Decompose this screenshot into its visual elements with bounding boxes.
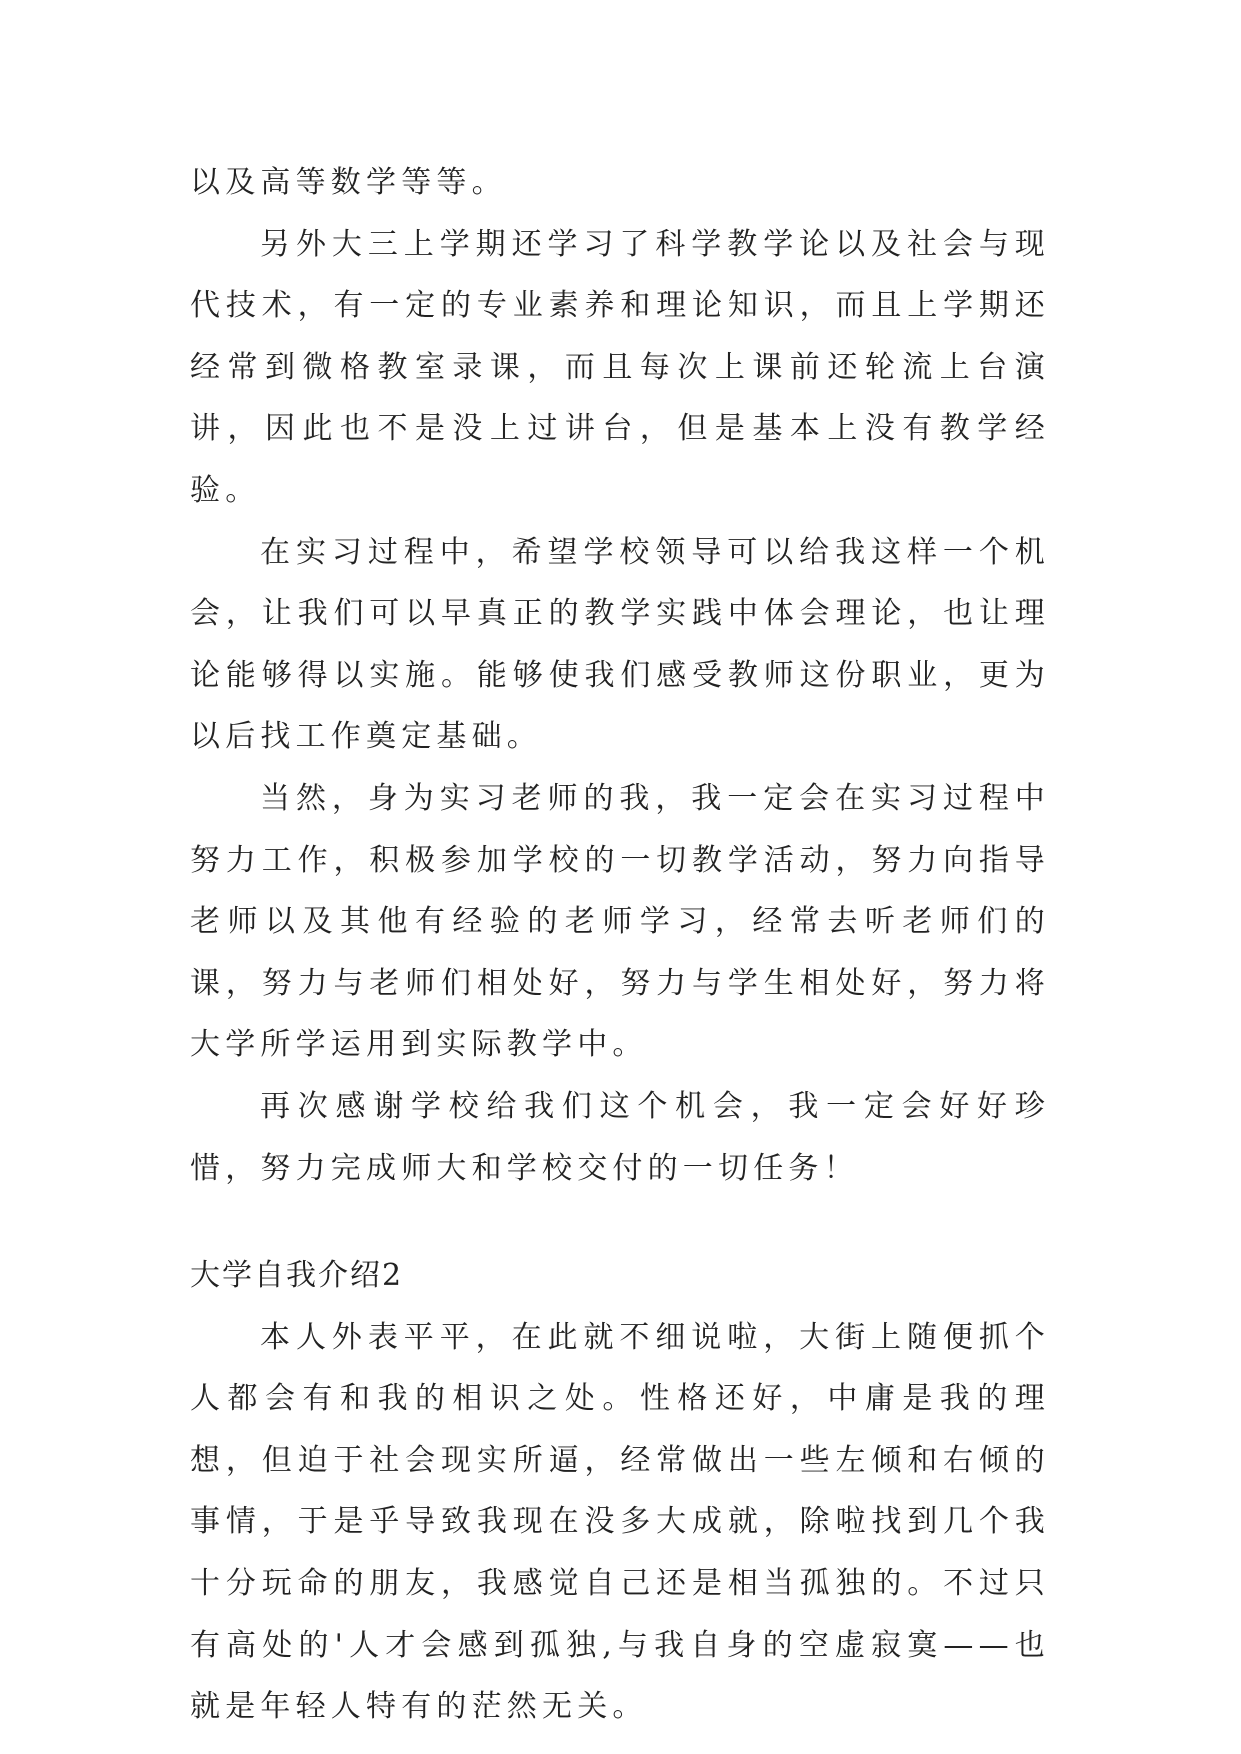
paragraph-internship-hope: 在实习过程中，希望学校领导可以给我这样一个机会，让我们可以早真正的教学实践中体会理论，也让理论能够得以实施。能够使我们感受教师这份职业，更为以后找工作奠定基础。 <box>190 534 1050 755</box>
document-body <box>190 152 1050 1738</box>
paragraph-thanks: 再次感谢学校给我们这个机会，我一定会好好珍惜，努力完成师大和学校交付的一切任务！ <box>190 1088 1050 1186</box>
paragraph-commitment: 当然，身为实习老师的我，我一定会在实习过程中努力工作，积极参加学校的一切教学活动，努力向指导老师以及其他有经验的老师学习，经常去听老师们的课，努力与老师们相处好，努力与学生相处好，努力将大学所学运用到实际教学中。 <box>190 780 1050 1063</box>
section-heading: 大学自我介绍2 <box>190 1258 404 1294</box>
paragraph-courses: 另外大三上学期还学习了科学教学论以及社会与现代技术，有一定的专业素养和理论知识，而且上学期还经常到微格教室录课，而且每次上课前还轮流上台演讲，因此也不是没上过讲台，但是基本上没有教学经验。 <box>190 226 1050 508</box>
paragraph-continuation: 以及高等数学等等。 <box>190 165 507 200</box>
paragraph-self-intro: 本人外表平平，在此就不细说啦，大街上随便抓个人都会有和我的相识之处。性格还好，中庸是我的理想，但迫于社会现实所逼，经常做出一些左倾和右倾的事情，于是乎导致我现在没多大成就，除啦找到几个我十分玩命的朋友，我感觉自己还是相当孤独的。不过只有高处的'人才会感到孤独,与我自身的空虚寂寞——也就是年轻人特有的茫然无关。 <box>190 1319 1050 1725</box>
